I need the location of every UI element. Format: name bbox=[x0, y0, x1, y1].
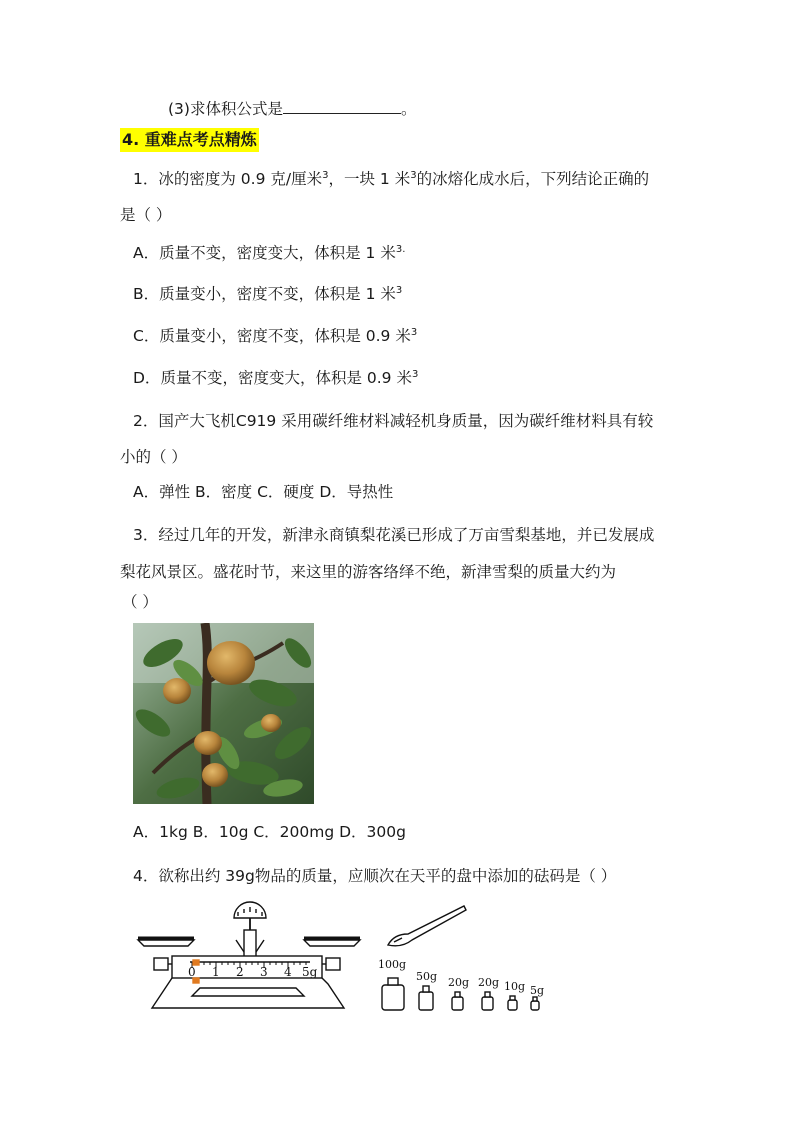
answer-blank[interactable] bbox=[283, 99, 401, 114]
q1-stem-a: 冰的密度为 0.9 克/厘米 bbox=[158, 170, 323, 188]
pear-tree-photo bbox=[133, 623, 314, 804]
q3-stem-text: 经过几年的开发，新津永商镇梨花溪已形成了万亩雪梨基地，并已发展成 bbox=[158, 526, 655, 544]
q1-stem-c: 的冰熔化成水后，下列结论正确的 bbox=[416, 170, 650, 188]
q1-sup2: 3 bbox=[410, 169, 417, 181]
option-sup: 3 bbox=[411, 368, 419, 380]
q4-stem-text: 欲称出约 39g物品的质量，应顺次在天平的盘中添加的砝码是（ ） bbox=[158, 867, 617, 885]
q3-stem-line2: 梨花风景区。盛花时节，来这里的游客络绎不绝，新津雪梨的质量大约为 bbox=[120, 563, 617, 581]
option-letter: A． bbox=[133, 244, 160, 262]
q1-stem-line2: 是（ ） bbox=[120, 206, 172, 224]
q3-stem-line1 bbox=[133, 524, 654, 546]
q1-option-c[interactable] bbox=[133, 325, 417, 347]
weight-label-100g: 100g bbox=[378, 958, 407, 971]
scale-tick-label: 1 bbox=[212, 965, 220, 979]
q2-stem-text: 国产大飞机C919 采用碳纤维材料减轻机身质量，因为碳纤维材料具有较 bbox=[158, 412, 654, 430]
option-text: 质量不变，密度变大，体积是 1 米 bbox=[159, 244, 396, 262]
q2-stem-line1 bbox=[133, 410, 653, 432]
prev-item-line bbox=[168, 98, 416, 120]
weight-label-20g: 20g bbox=[448, 976, 470, 989]
q4-stem-line1 bbox=[133, 865, 616, 887]
q1-sup1: 3 bbox=[322, 169, 329, 181]
option-sup: 3. bbox=[395, 243, 406, 255]
weight-label-5g: 5g bbox=[530, 984, 545, 997]
q2-number: 2． bbox=[133, 412, 159, 430]
weight-label-20g: 20g bbox=[478, 976, 500, 989]
q3-number: 3． bbox=[133, 526, 159, 544]
q3-stem-line3: （ ） bbox=[122, 593, 158, 611]
weight-label-10g: 10g bbox=[504, 980, 526, 993]
weight-labels bbox=[132, 900, 562, 1015]
option-letter: B． bbox=[133, 285, 160, 303]
q2-options[interactable]: A．弹性 B．密度 C．硬度 D．导热性 bbox=[133, 483, 394, 501]
option-text: 质量不变，密度变大，体积是 0.9 米 bbox=[160, 369, 412, 387]
scale-tick-label: 2 bbox=[236, 965, 244, 979]
scale-tick-label: 3 bbox=[260, 965, 268, 979]
section-heading: 4. 重难点考点精炼 bbox=[120, 128, 259, 152]
prev-item-label: (3)求体积公式是 bbox=[168, 100, 283, 118]
q4-number: 4． bbox=[133, 867, 159, 885]
q1-number: 1． bbox=[133, 170, 159, 188]
q1-option-b[interactable] bbox=[133, 283, 402, 305]
pear-tree-illustration bbox=[133, 623, 314, 804]
q1-option-d[interactable] bbox=[133, 367, 418, 389]
q1-stem-b: ，一块 1 米 bbox=[328, 170, 411, 188]
weight-label-50g: 50g bbox=[416, 970, 438, 983]
q1-stem-line1 bbox=[133, 168, 649, 190]
prev-item-end: 。 bbox=[400, 100, 417, 118]
q2-stem-line2: 小的（ ） bbox=[120, 448, 187, 466]
scale-tick-label: 4 bbox=[284, 965, 292, 979]
option-letter: C． bbox=[133, 327, 160, 345]
scale-tick-label: 0 bbox=[188, 965, 196, 979]
q3-options[interactable]: A．1kg B．10g C．200mg D．300g bbox=[133, 823, 406, 841]
option-text: 质量变小，密度不变，体积是 1 米 bbox=[159, 285, 396, 303]
option-sup: 3 bbox=[395, 284, 403, 296]
balance-and-weights-figure bbox=[132, 900, 562, 1015]
option-letter: D． bbox=[133, 369, 161, 387]
option-sup: 3 bbox=[410, 326, 418, 338]
q1-option-a[interactable] bbox=[133, 242, 405, 264]
scale-tick-label: 5g bbox=[302, 965, 318, 979]
option-text: 质量变小，密度不变，体积是 0.9 米 bbox=[159, 327, 411, 345]
